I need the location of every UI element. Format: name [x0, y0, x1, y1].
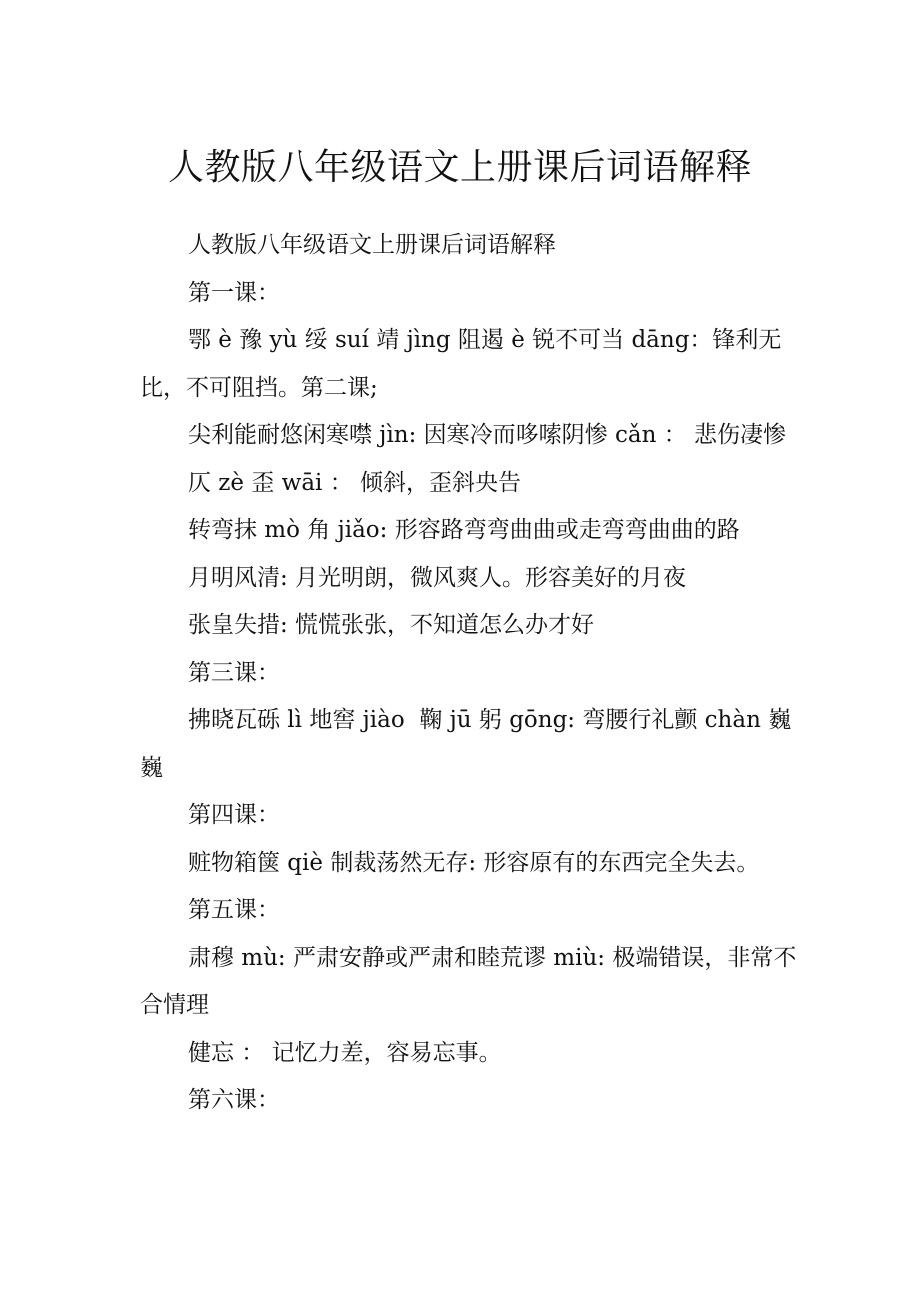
document-body [140, 222, 800, 1125]
paragraph: 鄂 è 豫 yù 绥 suí 靖 jìng 阻遏 è 锐不可当 dāng：锋利无比，不可阻挡。第二课; [140, 327, 782, 401]
document-title: 人教版八年级语文上册课后词语解释 [167, 147, 752, 188]
lesson-heading: 第四课： [188, 802, 280, 828]
paragraph: 人教版八年级语文上册课后词语解释 [188, 232, 556, 258]
paragraph: 月明风清: 月光明朗，微风爽人。形容美好的月夜 [188, 564, 687, 591]
paragraph: 赃物箱箧 qiè 制裁荡然无存: 形容原有的东西完全失去。 [188, 849, 760, 876]
lesson-heading: 第一课： [188, 279, 280, 306]
lesson-heading: 第五课： [188, 897, 280, 923]
paragraph: 张皇失措: 慌慌张张，不知道怎么办才好 [188, 612, 595, 638]
paragraph: 尖利能耐悠闲寒噤 jìn: 因寒冷而哆嗦阴惨 cǎn ： 悲伤凄惨 [188, 422, 787, 448]
paragraph: 拂晓瓦砾 lì 地窖 jiào 鞠 jū 躬 gōng: 弯腰行礼颤 chàn 巍巍 [140, 707, 792, 781]
paragraph: 转弯抹 mò 角 jiǎo: 形容路弯弯曲曲或走弯弯曲曲的路 [188, 517, 740, 543]
lesson-heading: 第六课： [188, 1087, 280, 1113]
lesson-heading: 第三课： [188, 659, 280, 686]
paragraph: 肃穆 mù: 严肃安静或严肃和睦荒谬 miù: 极端错误，非常不合情理 [140, 944, 797, 1018]
paragraph: 健忘 ： 记忆力差，容易忘事。 [188, 1039, 502, 1066]
paragraph: 仄 zè 歪 wāi ： 倾斜，歪斜央告 [188, 469, 522, 496]
